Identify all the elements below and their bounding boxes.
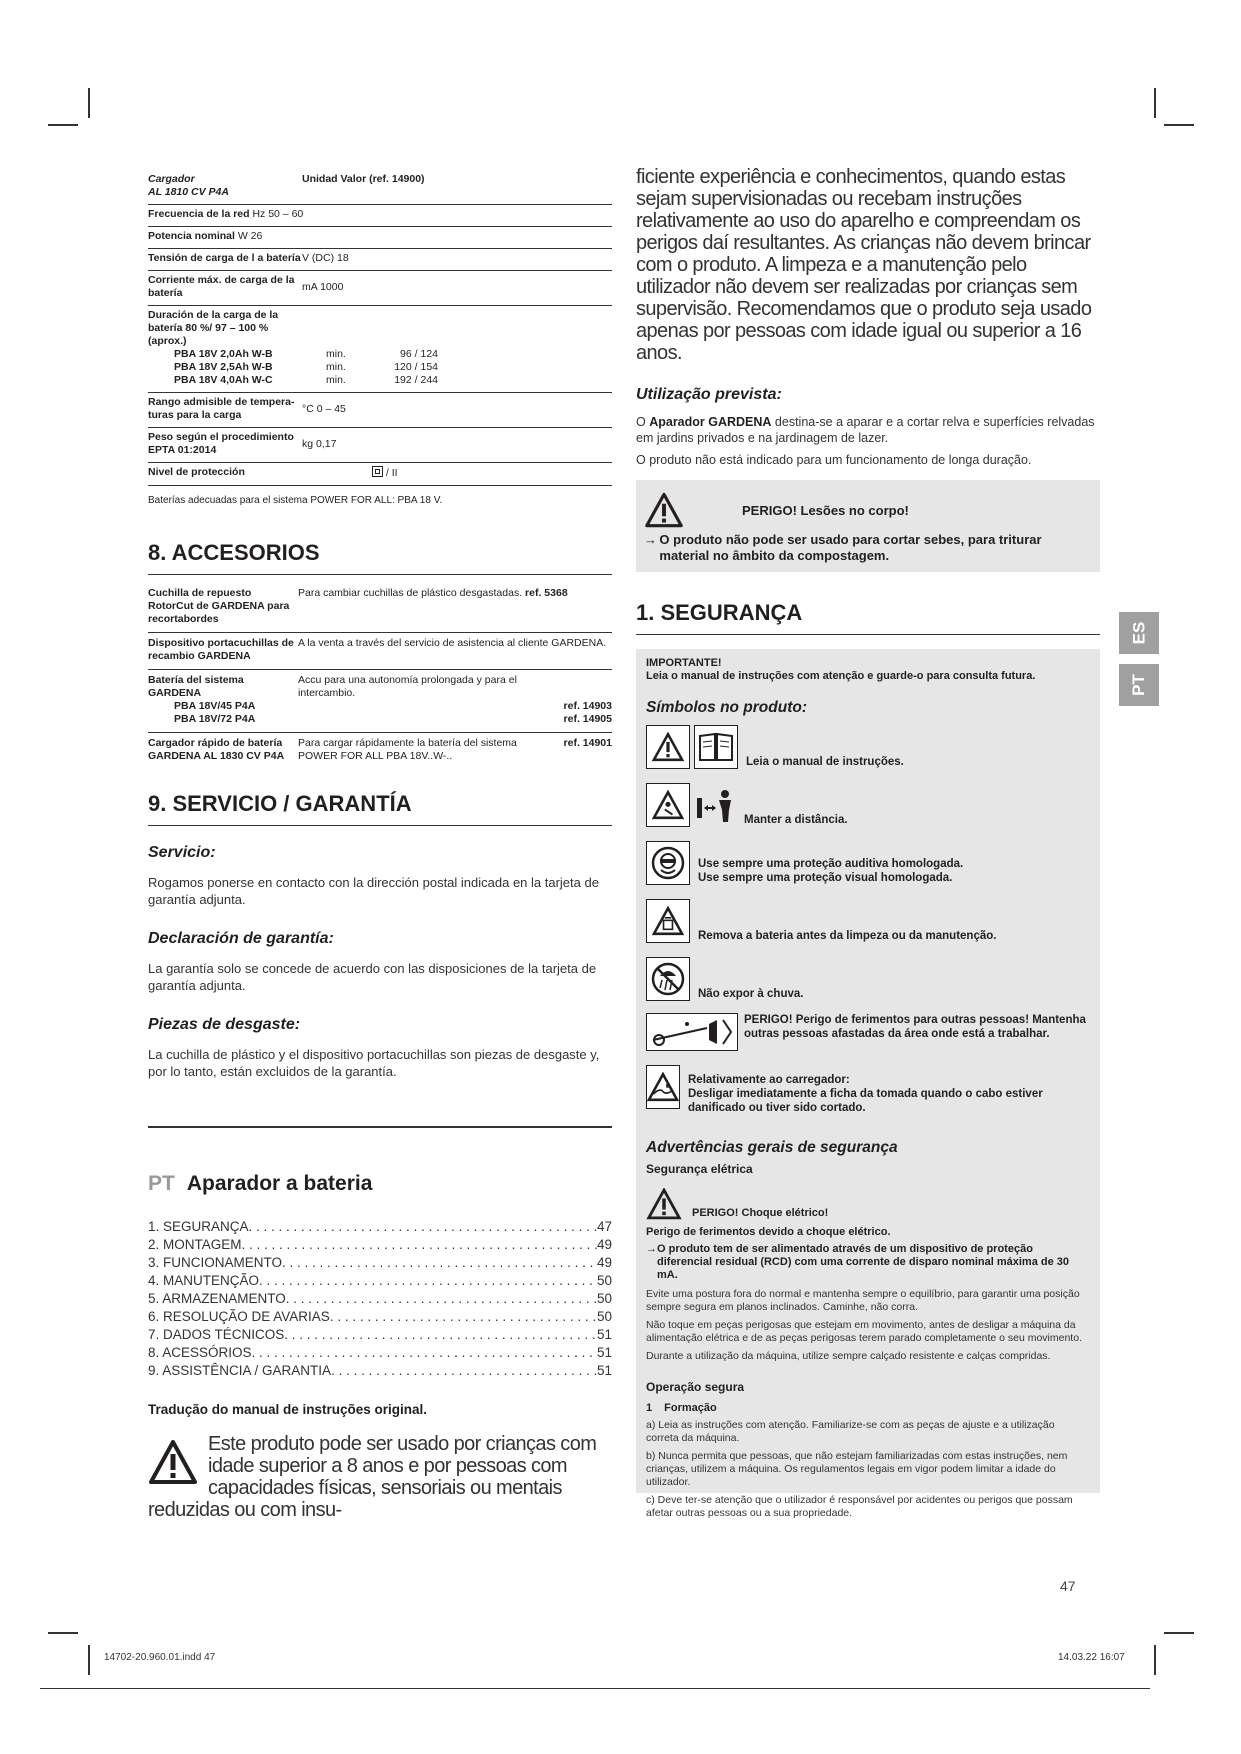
spec-label: Rango admisible de tempera- turas para la carga <box>148 396 295 421</box>
spec-value: Hz 50 – 60 <box>252 208 304 220</box>
pt-title-block <box>148 1172 612 1196</box>
trimmer-danger-icon <box>646 1013 738 1051</box>
symbol-read-manual: Leia o manual de instruções. <box>646 725 1090 769</box>
acc-desc: Para cargar rápidamente la batería del sistema POWER FOR ALL PBA 18V..W-.. <box>298 737 517 762</box>
crop-mark <box>88 88 90 118</box>
calcado-text: Durante a utilização da máquina, utilize sempre calçado resistente e calças compridas. <box>646 1350 1051 1362</box>
acc-ref: ref. 5368 <box>525 587 568 599</box>
crop-mark <box>48 124 78 126</box>
acc-desc: Accu para una autonomía prolongada y para el intercambio. <box>298 674 517 699</box>
table-of-contents <box>148 1218 612 1380</box>
crop-mark <box>1154 1645 1156 1675</box>
spec-value: / II <box>385 467 398 479</box>
utilizacao-text-1: O Aparador GARDENA destina-se a aparar e a cortar relva e superfícies relvadas em jardins privados e na jardinagem de lazer. <box>636 415 1095 445</box>
pt-lang-code: PT <box>148 1171 175 1195</box>
spec-footnote: Baterías adecuadas para el sistema POWER FOR ALL: PBA 18 V. <box>148 495 443 506</box>
toc-item[interactable]: 5. ARMAZENAMENTO . . . 50 <box>148 1290 612 1308</box>
formacao-a: a) Leia as instruções com atenção. Familiarize-se com as peças de ajuste e a utilização correta da máquina. <box>646 1419 1055 1444</box>
spec-value: W 26 <box>237 230 263 242</box>
duration-row: PBA 18V 2,0Ah W-B min. 96 / 124 <box>174 348 438 360</box>
spec-label: Frecuencia de la red <box>148 208 250 220</box>
danger-title: PERIGO! Lesões no corpo! <box>742 502 909 518</box>
symbol-charger-cable: Relativamente ao carregador: Desligar imediatamente a ficha da tomada quando o cabo estiver danificado ou tiver sido cortado. <box>646 1065 1090 1115</box>
spec-value: kg 0,17 <box>302 437 337 450</box>
piezas-text: La cuchilla de plástico y el dispositivo portacuchillas son piezas de desgaste y, por lo tanto, están excluidos de la garantía. <box>148 1047 600 1079</box>
electric-risk: Perigo de ferimentos devido a choque elétrico. <box>646 1226 891 1238</box>
arrow-icon: → <box>644 532 657 547</box>
warning-triangle-icon <box>148 1439 198 1485</box>
formacao-heading: 1 Formação <box>646 1402 717 1414</box>
formacao-b: b) Nunca permita que pessoas, que não estejam familiarizadas com estas instruções, nem crianças, utilizem a máquina. Os regulamentos legais em vigor podem limitar a idade do utilizador. <box>646 1450 1068 1488</box>
toc-item[interactable]: 7. DADOS TÉCNICOS . . . 51 <box>148 1326 612 1344</box>
person-distance-icon <box>694 785 736 827</box>
simbolos-heading: Símbolos no produto: <box>646 699 808 716</box>
continued-warning-text: ficiente experiência e conhecimentos, quando estas sejam supervisionadas ou recebam instruções relativamente ao uso do aparelho e compreendam os perigos daí resultantes. As crianças não devem brincar com o produto. A limpeza e a manutenção pelo utilizador não devem ser realizadas por crianças sem supervisão. Recomendamos que o produto seja usado apenas por pessoas com idade igual ou superior a 16 anos. <box>636 166 1092 364</box>
declaracion-text: La garantía solo se concede de acuerdo con las disposiciones de la tarjeta de garantía adjunta. <box>148 961 597 993</box>
important-title: IMPORTANTE! <box>646 657 722 669</box>
spec-label: Tensión de carga de l a batería <box>148 252 301 264</box>
translation-note: Tradução do manual de instruções original. <box>148 1401 428 1417</box>
acc-name: Batería del sistema GARDENA <box>148 674 244 699</box>
spec-header-title: Cargador <box>148 173 195 185</box>
acc-name: Cuchilla de repuesto RotorCut de GARDENA para recortabordes <box>148 587 290 625</box>
charger-spec-table <box>148 170 612 512</box>
seguranca-eletrica-heading: Segurança elétrica <box>646 1162 753 1176</box>
acc-sub: PBA 18V/72 P4A <box>174 713 256 725</box>
no-rain-icon <box>646 957 690 1001</box>
crop-mark <box>1154 88 1156 118</box>
thrown-objects-warning-icon <box>646 783 690 827</box>
servicio-heading: Servicio: <box>148 844 216 861</box>
acc-desc: A la venta a través del servicio de asistencia al cliente GARDENA. <box>298 637 607 649</box>
crop-mark <box>1164 124 1194 126</box>
cable-damage-icon <box>646 1065 680 1109</box>
right-column <box>636 166 1100 1519</box>
postura-text: Evite uma postura fora do normal e mantenha sempre o equilíbrio, para garantir uma posição sempre segura em planos inclinados. Caminhe, não corra. <box>646 1288 1080 1313</box>
toc-item[interactable]: 6. RESOLUÇÃO DE AVARIAS . . . 50 <box>148 1308 612 1326</box>
acc-name: Cargador rápido de batería GARDENA AL 1830 CV P4A <box>148 737 285 762</box>
protection-class-icon <box>372 466 383 477</box>
toc-item[interactable]: 3. FUNCIONAMENTO . . . 49 <box>148 1254 612 1272</box>
danger-item <box>644 532 1090 564</box>
section-divider <box>148 1126 612 1128</box>
symbol-no-rain: Não expor à chuva. <box>646 957 1090 1001</box>
toc-item[interactable]: 2. MONTAGEM . . . 49 <box>148 1236 612 1254</box>
seguranca-title: 1. SEGURANÇA <box>636 600 1100 635</box>
warning-triangle-icon <box>646 725 690 769</box>
spec-label: Potencia nominal <box>148 230 235 242</box>
toc-item[interactable]: 8. ACESSÓRIOS . . . 51 <box>148 1344 612 1362</box>
spec-value: °C 0 – 45 <box>302 402 346 415</box>
acc-ref: ref. 14903 <box>563 700 612 712</box>
spec-header-right: Unidad Valor (ref. 14900) <box>302 173 425 185</box>
acc-desc: Para cambiar cuchillas de plástico desgastadas. <box>298 587 523 599</box>
formacao-c: c) Deve ter-se atenção que o utilizador é responsável por acidentes ou perigos que possam afetar outras pessoas ou a sua propriedade. <box>646 1494 1073 1519</box>
danger-box <box>636 480 1100 572</box>
arrow-icon: → <box>646 1243 657 1255</box>
accessories-title: 8. ACCESORIOS <box>148 540 612 575</box>
utilizacao-heading: Utilização prevista: <box>636 386 782 403</box>
symbol-protection: Use sempre uma proteção auditiva homologada. Use sempre uma proteção visual homologada. <box>646 841 1090 885</box>
duration-row: PBA 18V 4,0Ah W-C min. 192 / 244 <box>174 374 438 386</box>
acc-ref: ref. 14905 <box>563 713 612 725</box>
service-title: 9. SERVICIO / GARANTÍA <box>148 791 612 826</box>
symbol-remove-battery: Remova a bateria antes da limpeza ou da manutenção. <box>646 899 1090 943</box>
crop-mark <box>48 1632 78 1634</box>
warning-triangle-icon <box>644 492 684 528</box>
acc-ref: ref. 14901 <box>563 737 612 749</box>
spec-label: Nivel de protección <box>148 466 245 478</box>
advertencias-heading: Advertências gerais de segurança <box>646 1139 898 1156</box>
page-number: 47 <box>1060 1578 1076 1594</box>
pt-title: Aparador a bateria <box>186 1171 373 1195</box>
left-column <box>148 170 612 1521</box>
spec-header-model: AL 1810 CV P4A <box>148 186 229 198</box>
electric-danger-title: PERIGO! Choque elétrico! <box>646 1188 1090 1220</box>
warning-triangle-icon <box>646 1188 682 1220</box>
pecas-text: Não toque em peças perigosas que estejam em movimento, antes de desligar a máquina da alimentação elétrica e de as peças perigosas terem parado completamente o seu movimento. <box>646 1319 1082 1344</box>
spec-value: mA 1000 <box>302 280 344 293</box>
acc-name: Dispositivo portacuchillas de recambio GARDENA <box>148 637 294 662</box>
accessories-table <box>148 583 612 769</box>
operacao-heading: Operação segura <box>646 1380 745 1394</box>
important-text: Leia o manual de instruções com atenção e guarde-o para consulta futura. <box>646 670 1036 682</box>
duration-row: PBA 18V 2,5Ah W-B min. 120 / 154 <box>174 361 438 373</box>
symbol-danger-others: PERIGO! Perigo de ferimentos para outras pessoas! Mantenha outras pessoas afastadas da área onde está a trabalhar. <box>646 1013 1090 1051</box>
rcd-requirement: → O produto tem de ser alimentado através de um dispositivo de proteção diferencial residual (RCD) com uma corrente de disparo nominal máxima de 30 mA. <box>646 1243 1070 1281</box>
footer-date: 14.03.22 16:07 <box>1058 1652 1125 1663</box>
spec-label: Corriente máx. de carga de la batería <box>148 274 295 299</box>
declaracion-heading: Declaración de garantía: <box>148 930 334 947</box>
piezas-heading: Piezas de desgaste: <box>148 1016 301 1033</box>
battery-warning-icon <box>646 899 690 943</box>
toc-item[interactable]: 9. ASSISTÊNCIA / GARANTIA . . . 51 <box>148 1362 612 1380</box>
crop-mark <box>88 1645 90 1675</box>
acc-sub: PBA 18V/45 P4A <box>174 700 256 712</box>
children-warning <box>148 1433 612 1521</box>
footer-file: 14702-20.960.01.indd 47 <box>104 1652 216 1663</box>
ear-eye-protection-icon <box>646 841 690 885</box>
spec-label: Peso según el procedimiento EPTA 01:2014 <box>148 431 294 456</box>
footer-rule <box>40 1688 1150 1689</box>
manual-book-icon <box>694 725 738 769</box>
spec-value: V (DC) 18 <box>302 252 349 264</box>
toc-item[interactable]: 1. SEGURANÇA . . . 47 <box>148 1218 612 1236</box>
danger-text: O produto não pode ser usado para cortar sebes, para triturar material no âmbito da compostagem. <box>659 532 1042 563</box>
symbol-keep-distance: Manter a distância. <box>646 783 1090 827</box>
toc-item[interactable]: 4. MANUTENÇÃO . . . 50 <box>148 1272 612 1290</box>
crop-mark <box>1164 1632 1194 1634</box>
tab-es[interactable]: ES <box>1119 612 1159 654</box>
tab-pt[interactable]: PT <box>1119 664 1159 706</box>
safety-box <box>636 649 1100 1519</box>
utilizacao-text-2: O produto não está indicado para um funcionamento de longa duração. <box>636 453 1032 467</box>
servicio-text: Rogamos ponerse en contacto con la dirección postal indicada en la tarjeta de garantía adjunta. <box>148 875 599 907</box>
children-warning-text: Este produto pode ser usado por crianças com idade superior a 8 anos e por pessoas com capacidades físicas, sensoriais ou mentais reduzidas ou com insu- <box>148 1432 597 1521</box>
duration-label: Duración de la carga de la batería 80 %/ 97 – 100 % (aprox.) <box>148 309 279 347</box>
